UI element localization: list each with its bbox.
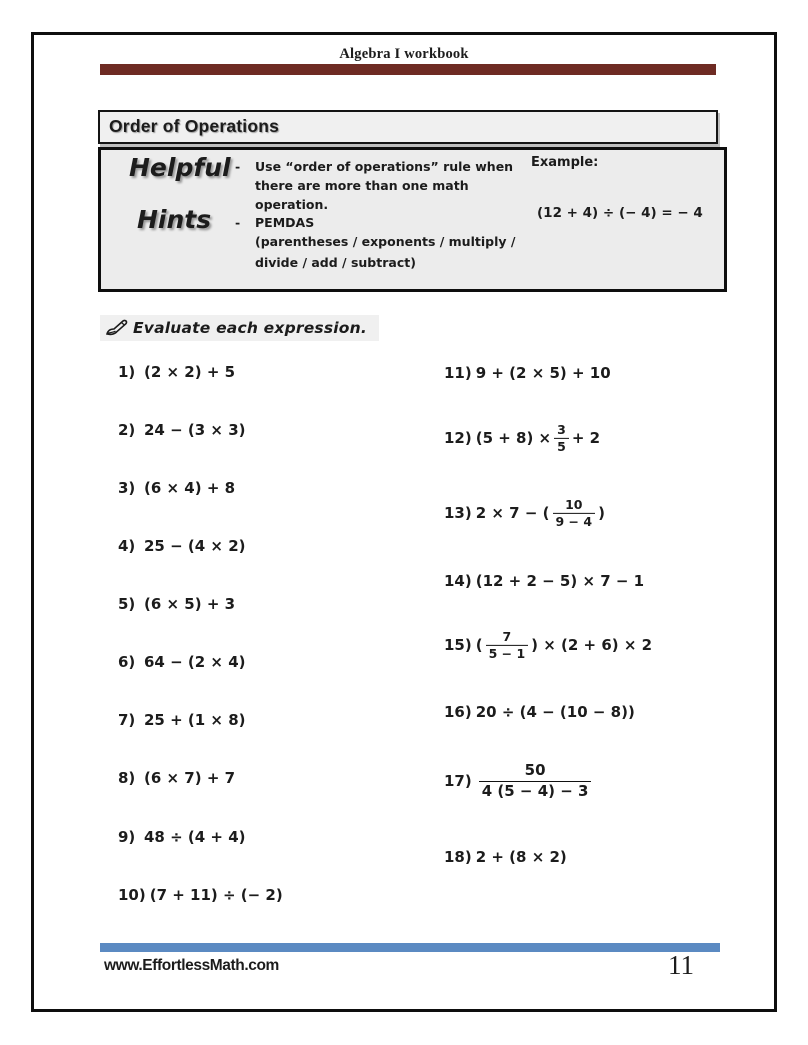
expression-text: (2 × 2) + 5: [144, 363, 236, 381]
problem-expression: [144, 769, 235, 787]
bullet-dash-icon: -: [235, 159, 241, 174]
problem-expression: [144, 537, 245, 555]
problem-number: 5): [118, 595, 136, 613]
footer-rule-bar: [100, 943, 720, 952]
problem-expression: [144, 828, 245, 846]
page-number: 11: [668, 950, 694, 980]
problem-number: 13): [444, 504, 472, 522]
problem-item: [118, 828, 245, 846]
problem-number: 6): [118, 653, 136, 671]
problem-item: [118, 537, 245, 555]
expression-text: (: [475, 636, 483, 654]
problem-expression: [476, 848, 567, 866]
fraction: $\frac{7}{5 - 1}$: [486, 629, 529, 661]
footer-website-link[interactable]: www.EffortlessMath.com: [104, 957, 279, 974]
helpful-hints-box: [98, 147, 727, 292]
hints-word-helpful: Helpful: [129, 153, 231, 182]
fraction: $\frac{50}{4 (5 - 4) - 3}$: [479, 761, 592, 801]
problem-item: [444, 703, 635, 721]
problem-number: 8): [118, 769, 136, 787]
header-rule-bar: [100, 64, 716, 75]
problem-item: [444, 497, 605, 529]
problem-item: [118, 595, 235, 613]
expression-text: 48 ÷ (4 + 4): [144, 828, 246, 846]
problem-number: 15): [444, 636, 472, 654]
problem-expression: [144, 479, 235, 497]
problem-item: [444, 761, 594, 801]
section-title: Order of Operations: [109, 116, 280, 136]
fraction: $\frac{3}{5}$: [554, 422, 569, 454]
hint-item-1: [235, 157, 519, 214]
expression-text: 25 − (4 × 2): [144, 537, 246, 555]
problem-number: 9): [118, 828, 136, 846]
expression-text: (5 + 8) ×: [475, 429, 552, 447]
problem-expression: [144, 363, 235, 381]
problem-expression: [476, 497, 605, 529]
problem-number: 1): [118, 363, 136, 381]
problem-expression: [144, 711, 245, 729]
problem-item: [118, 421, 245, 439]
expression-text: ): [598, 504, 605, 522]
bullet-dash-icon: -: [235, 215, 241, 230]
problem-expression: [144, 421, 245, 439]
problem-expression: [476, 572, 644, 590]
example-expression: (12 + 4) ÷ (− 4) = − 4: [537, 205, 703, 221]
problem-number: 2): [118, 421, 136, 439]
page-header-title: Algebra I workbook: [339, 46, 469, 62]
problem-number: 16): [444, 703, 472, 721]
section-title-box: [98, 110, 718, 144]
problem-item: [118, 886, 283, 904]
writing-hand-icon: [105, 318, 129, 338]
expression-text: (6 × 5) + 3: [144, 595, 236, 613]
hint-text-1: Use “order of operations” rule when there are more than one math operation.: [255, 159, 514, 212]
fraction: $\frac{10}{9 - 4}$: [553, 497, 596, 529]
expression-text: 9 + (2 × 5) + 10: [475, 364, 611, 382]
expression-text: (6 × 7) + 7: [144, 769, 236, 787]
problem-number: 11): [444, 364, 472, 382]
problem-expression: [150, 886, 283, 904]
expression-text: 25 + (1 × 8): [144, 711, 246, 729]
problem-item: [444, 848, 567, 866]
expression-text: ) × (2 + 6) × 2: [531, 636, 653, 654]
problem-number: 4): [118, 537, 136, 555]
expression-text: 64 − (2 × 4): [144, 653, 246, 671]
problem-number: 18): [444, 848, 472, 866]
expression-text: 24 − (3 × 3): [144, 421, 246, 439]
expression-text: (7 + 11) ÷ (− 2): [149, 886, 283, 904]
expression-text: + 2: [571, 429, 601, 447]
problem-expression: [144, 653, 245, 671]
problem-expression: [476, 364, 611, 382]
problem-expression: [476, 703, 635, 721]
problem-item: [444, 572, 644, 590]
problem-item: [444, 629, 652, 661]
problem-expression: [476, 422, 600, 454]
problem-item: [118, 711, 245, 729]
expression-text: (12 + 2 − 5) × 7 − 1: [475, 572, 645, 590]
hint-2-title: PEMDAS: [255, 215, 315, 230]
instruction-text: Evaluate each expression.: [133, 319, 367, 337]
hints-word-hints: Hints: [137, 205, 212, 234]
problem-item: [444, 364, 611, 382]
problem-number: 7): [118, 711, 136, 729]
problem-expression: [144, 595, 235, 613]
hint-item-2: [235, 213, 527, 273]
problem-item: [118, 479, 235, 497]
problem-item: [118, 653, 245, 671]
problem-item: [118, 363, 235, 381]
problem-number: 3): [118, 479, 136, 497]
expression-text: 2 × 7 − (: [475, 504, 550, 522]
problem-number: 17): [444, 772, 472, 790]
problem-item: [444, 422, 600, 454]
problem-number: 14): [444, 572, 472, 590]
problem-item: [118, 769, 235, 787]
problem-expression: [476, 761, 595, 801]
problem-expression: [476, 629, 652, 661]
instruction-banner: [100, 315, 379, 341]
problem-number: 10): [118, 886, 146, 904]
example-label: Example:: [531, 155, 599, 170]
problem-number: 12): [444, 429, 472, 447]
expression-text: (6 × 4) + 8: [144, 479, 236, 497]
expression-text: 2 + (8 × 2): [475, 848, 567, 866]
hint-2-detail: (parentheses / exponents / multiply / divide / add / subtract): [255, 234, 516, 270]
expression-text: 20 ÷ (4 − (10 − 8)): [475, 703, 635, 721]
